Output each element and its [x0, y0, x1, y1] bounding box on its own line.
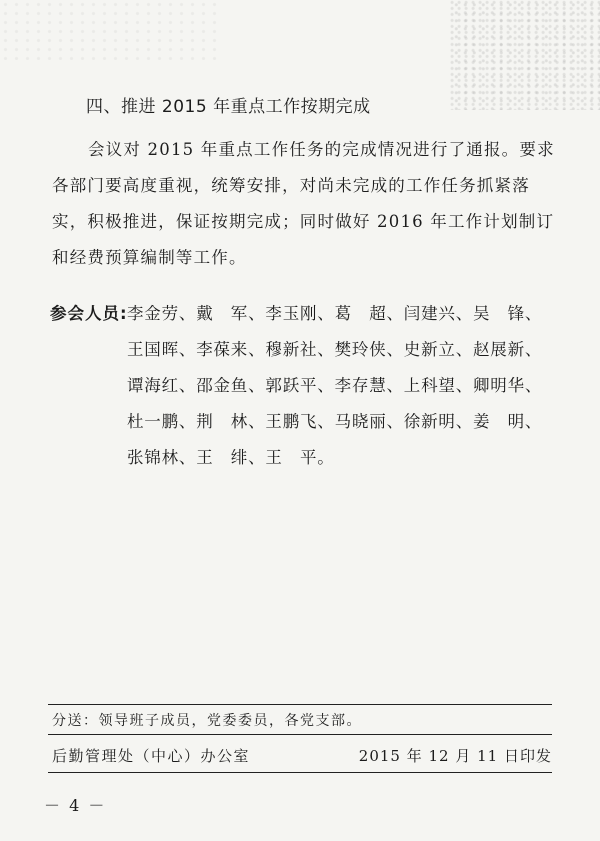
footer-rule: [48, 734, 552, 735]
page-number: － 4 －: [44, 796, 107, 815]
scan-noise-artifact: [450, 0, 600, 110]
attendees-line: 王国晖、李葆来、穆新社、樊玲侠、史新立、赵展新、: [127, 340, 543, 359]
attendees-label: 参会人员:: [50, 304, 128, 323]
footer-rule: [48, 704, 552, 705]
attendees-line: 杜一鹏、荆 林、王鹏飞、马晓丽、徐新明、姜 明、: [127, 412, 543, 431]
attendees-line: 张锦林、王 绯、王 平。: [127, 448, 335, 467]
attendees-line: 李金劳、戴 军、李玉刚、葛 超、闫建兴、吴 锋、: [127, 304, 543, 323]
body-line: 各部门要高度重视，统筹安排，对尚未完成的工作任务抓紧落: [52, 176, 530, 195]
issuer-office: 后勤管理处（中心）办公室: [52, 747, 251, 765]
attendees-line: 谭海红、邵金鱼、郭跃平、李存慧、上科望、卿明华、: [127, 376, 543, 395]
section-heading: 四、推进 2015 年重点工作按期完成: [86, 97, 371, 117]
body-line: 实，积极推进，保证按期完成；同时做好 2016 年工作计划制订: [52, 212, 555, 231]
footer-rule: [48, 772, 552, 773]
body-line: 和经费预算编制等工作。: [52, 248, 247, 267]
scan-noise-artifact: [0, 0, 220, 60]
body-paragraph: [52, 132, 555, 276]
body-line: 会议对 2015 年重点工作任务的完成情况进行了通报。要求: [88, 140, 555, 159]
issue-date: 2015 年 12 月 11 日印发: [358, 747, 552, 765]
distribution-list: 分送：领导班子成员，党委委员，各党支部。: [52, 713, 362, 729]
